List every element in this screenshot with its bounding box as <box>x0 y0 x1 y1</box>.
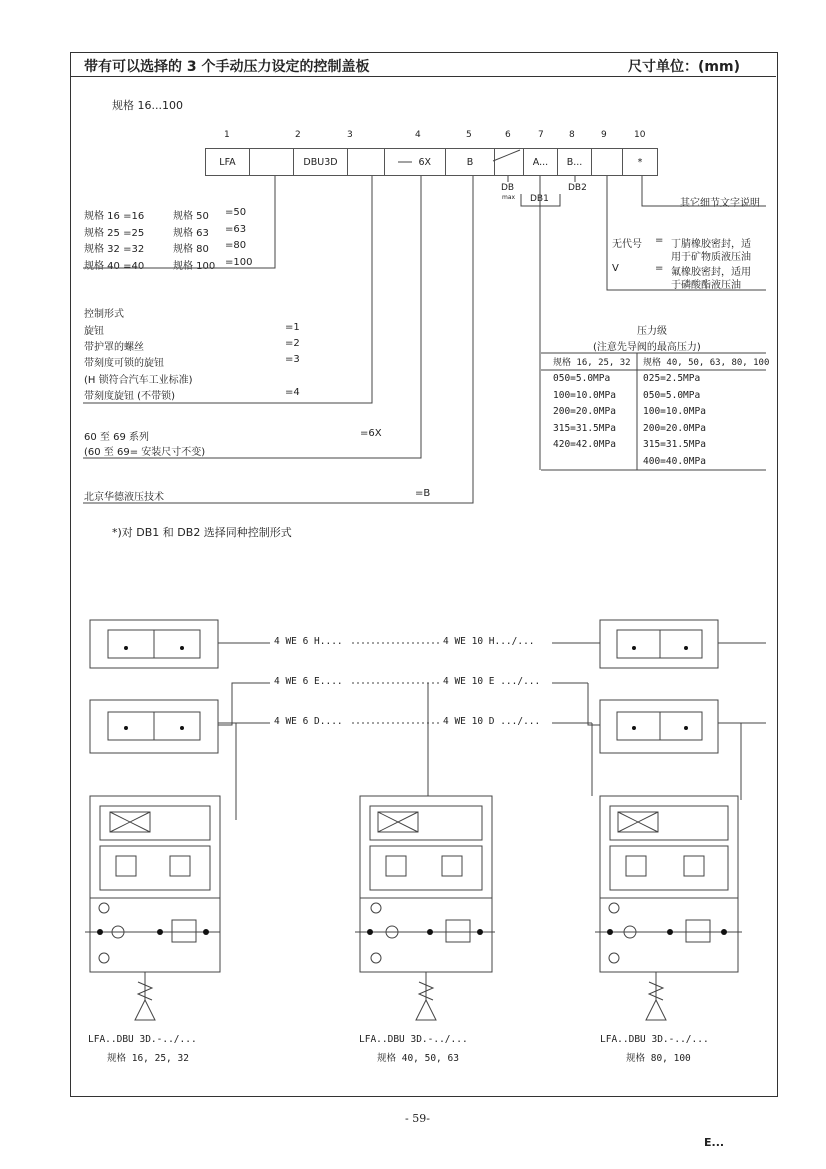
caption-2-model: LFA..DBU 3D.-../... <box>359 1034 468 1045</box>
code-number-8: 8 <box>569 130 575 140</box>
pressure-col2-row4: 200=20.0MPa <box>643 423 706 434</box>
code-cell-lfa: LFA <box>205 148 250 176</box>
size-row-1-val: =50 <box>225 207 247 218</box>
series-note: (60 至 69= 安装尺寸不变) <box>84 447 206 458</box>
seal-row-1-b: 用于矿物质液压油 <box>671 252 751 263</box>
code-number-7: 7 <box>538 130 544 140</box>
size-row-1-left: 规格 16 =16 <box>84 211 145 222</box>
pressure-col1-row2: 100=10.0MPa <box>553 390 616 401</box>
control-item-1: 旋钮 <box>84 326 104 337</box>
header-divider <box>70 76 776 77</box>
caption-2-size: 规格 40, 50, 63 <box>377 1053 459 1064</box>
size-row-4-right: 规格 100 <box>173 261 216 272</box>
page-title: 带有可以选择的 3 个手动压力设定的控制盖板 <box>84 59 370 75</box>
pressure-col1-row5: 420=42.0MPa <box>553 439 616 450</box>
control-item-5: 带刻度旋钮 (不带锁) <box>84 391 175 402</box>
size-row-4-val: =100 <box>225 257 253 268</box>
page-number: - 59- <box>405 1112 430 1125</box>
pressure-col2-row2: 050=5.0MPa <box>643 390 701 401</box>
code-number-2: 2 <box>295 130 301 140</box>
db1-label: DB1 <box>530 194 549 204</box>
pressure-col2-head: 规格 40, 50, 63, 80, 100 <box>643 358 770 368</box>
pressure-col1-row4: 315=31.5MPa <box>553 423 616 434</box>
control-item-3: 带刻度可锁的旋钮 <box>84 358 164 369</box>
size-row-2-val: =63 <box>225 224 247 235</box>
code-number-10: 10 <box>634 130 646 140</box>
control-item-4: (H 锁符合汽车工业标准) <box>84 375 193 386</box>
pressure-col2-row5: 315=31.5MPa <box>643 439 706 450</box>
seal-row-1-code: 无代号 <box>612 239 642 250</box>
seal-row-1-eq: = <box>655 235 664 246</box>
series-val: =6X <box>360 428 382 439</box>
control-item-5-val: =4 <box>285 387 300 398</box>
size-row-4-left: 规格 40 =40 <box>84 261 145 272</box>
code-cell-db1: A... <box>523 148 558 176</box>
maker-val: =B <box>415 488 431 499</box>
seal-row-1-a: 丁腈橡胶密封，适 <box>671 239 751 250</box>
size-row-2-right: 规格 63 <box>173 228 209 239</box>
units-label: 尺寸单位：(mm) <box>628 59 740 75</box>
size-row-1-right: 规格 50 <box>173 211 209 222</box>
valve-left-3: 4 WE 6 D.... <box>274 716 343 727</box>
pressure-subtitle: (注意先导阀的最高压力) <box>593 342 701 353</box>
code-number-3: 3 <box>347 130 353 140</box>
size-row-3-val: =80 <box>225 240 247 251</box>
size-row-3-right: 规格 80 <box>173 244 209 255</box>
series-label: 60 至 69 系列 <box>84 432 149 443</box>
caption-3-model: LFA..DBU 3D.-../... <box>600 1034 709 1045</box>
code-number-5: 5 <box>466 130 472 140</box>
size-row-3-left: 规格 32 =32 <box>84 244 145 255</box>
size-row-2-left: 规格 25 =25 <box>84 228 145 239</box>
code-cell-other: * <box>622 148 658 176</box>
size-title: 规格 16...100 <box>112 99 183 112</box>
valve-right-2: 4 WE 10 E .../... <box>443 676 541 687</box>
seal-row-2-a: 氟橡胶密封，适用 <box>671 267 751 278</box>
selection-note: *)对 DB1 和 DB2 选择同种控制形式 <box>112 526 292 539</box>
code-cell-dbmax <box>494 148 524 176</box>
control-title: 控制形式 <box>84 309 124 320</box>
valve-right-1: 4 WE 10 H.../... <box>443 636 535 647</box>
seal-row-2-eq: = <box>655 263 664 274</box>
pressure-col1-row3: 200=20.0MPa <box>553 406 616 417</box>
code-cell-seal <box>591 148 623 176</box>
control-item-3-val: =3 <box>285 354 300 365</box>
valve-left-1: 4 WE 6 H.... <box>274 636 343 647</box>
maker-label: 北京华德液压技术 <box>84 492 164 503</box>
pressure-title: 压力级 <box>637 326 667 337</box>
corner-mark: E... <box>704 1136 725 1149</box>
code-number-6: 6 <box>505 130 511 140</box>
pressure-col2-row6: 400=40.0MPa <box>643 456 706 467</box>
caption-3-size: 规格 80, 100 <box>626 1053 691 1064</box>
seal-row-2-code: V <box>612 263 619 274</box>
control-item-2: 带护罩的螺丝 <box>84 342 144 353</box>
control-item-2-val: =2 <box>285 338 300 349</box>
control-item-1-val: =1 <box>285 322 300 333</box>
code-cell-maker: B <box>445 148 495 176</box>
code-cell-dbu3d: DBU3D <box>293 148 348 176</box>
code-cell-size <box>249 148 294 176</box>
pressure-col2-row3: 100=10.0MPa <box>643 406 706 417</box>
db2-label: DB2 <box>568 183 587 193</box>
db-label: DB <box>501 183 515 193</box>
db-max-label: max <box>502 194 516 201</box>
pressure-col2-row1: 025=2.5MPa <box>643 373 701 384</box>
code-cell-series: 6X <box>384 148 446 176</box>
valve-left-2: 4 WE 6 E.... <box>274 676 343 687</box>
code-cell-control <box>347 148 385 176</box>
pressure-col1-head: 规格 16, 25, 32 <box>553 358 631 368</box>
code-number-9: 9 <box>601 130 607 140</box>
pressure-col1-row1: 050=5.0MPa <box>553 373 611 384</box>
code-number-1: 1 <box>224 130 230 140</box>
other-details-label: 其它细节文字说明 <box>680 198 760 209</box>
code-cell-db2: B... <box>557 148 592 176</box>
valve-right-3: 4 WE 10 D .../... <box>443 716 541 727</box>
code-number-4: 4 <box>415 130 421 140</box>
seal-row-2-b: 于磷酸酯液压油 <box>671 280 741 291</box>
caption-1-model: LFA..DBU 3D.-../... <box>88 1034 197 1045</box>
caption-1-size: 规格 16, 25, 32 <box>107 1053 189 1064</box>
